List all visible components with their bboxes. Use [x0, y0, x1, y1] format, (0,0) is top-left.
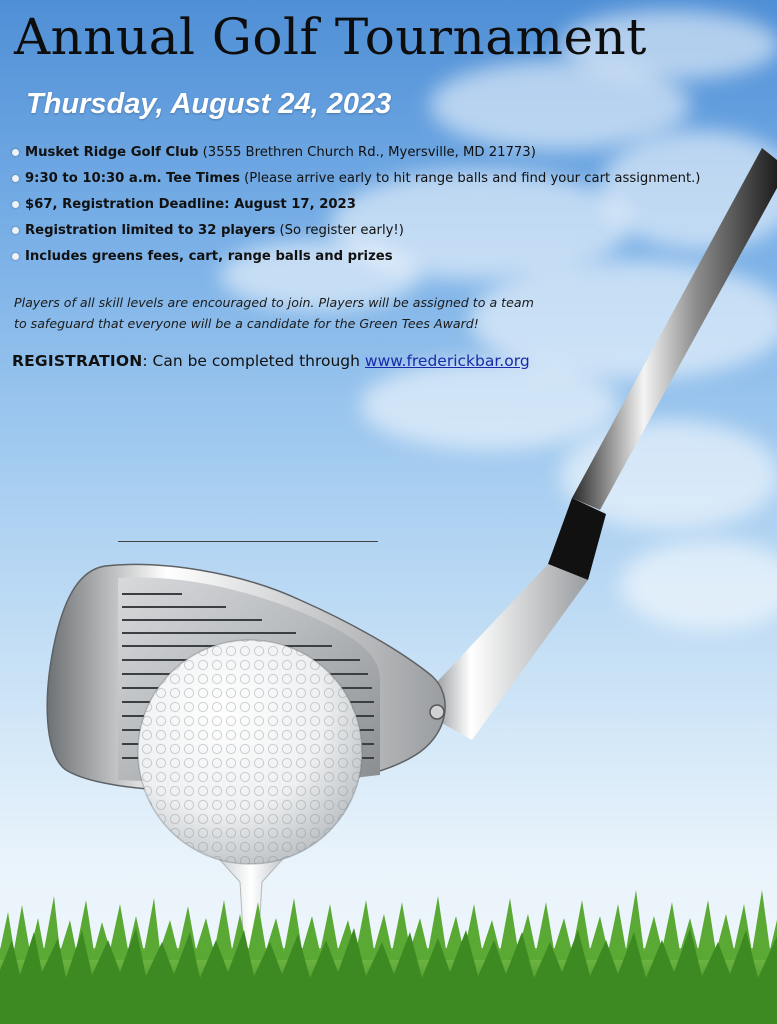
detail-fee-deadline: [10, 192, 700, 218]
detail-includes: [10, 244, 700, 270]
grass-illustration: [0, 890, 777, 1024]
signature-line: [118, 541, 378, 542]
detail-player-limit: [10, 218, 700, 244]
detail-includes-label: Includes greens fees, cart, range balls and prizes: [25, 249, 393, 264]
bullet-icon: [12, 149, 19, 156]
skill-level-note: [14, 292, 534, 334]
detail-tee-times-label: 9:30 to 10:30 a.m. Tee Times: [25, 171, 240, 186]
detail-tee-times: [10, 166, 700, 192]
registration-link[interactable]: www.frederickbar.org: [364, 352, 530, 370]
detail-player-limit-label: Registration limited to 32 players: [25, 223, 276, 238]
detail-venue-address: (3555 Brethren Church Rd., Myersville, MD 21773): [198, 145, 536, 160]
detail-venue-name: Musket Ridge Golf Club: [25, 145, 199, 160]
note-line-1: Players of all skill levels are encouraged to join. Players will be assigned to a team: [14, 295, 534, 310]
registration-label: REGISTRATION: [12, 352, 143, 370]
detail-tee-times-note: (Please arrive early to hit range balls and find your cart assignment.): [239, 171, 701, 186]
bullet-icon: [12, 253, 19, 260]
bullet-icon: [12, 175, 19, 182]
registration-text: : Can be completed through: [142, 352, 365, 370]
bullet-icon: [12, 227, 19, 234]
page-title: Annual Golf Tournament: [14, 8, 647, 66]
detail-venue: [10, 140, 700, 166]
detail-player-limit-note: (So register early!): [275, 223, 404, 238]
event-date: Thursday, August 24, 2023: [26, 88, 392, 120]
bullet-icon: [12, 201, 19, 208]
event-details-list: [10, 140, 700, 270]
note-line-2: to safeguard that everyone will be a candidate for the Green Tees Award!: [14, 316, 479, 331]
golf-ball-illustration: [138, 640, 362, 864]
detail-fee-deadline-label: $67, Registration Deadline: August 17, 2023: [25, 197, 356, 212]
registration-line: [12, 352, 530, 370]
